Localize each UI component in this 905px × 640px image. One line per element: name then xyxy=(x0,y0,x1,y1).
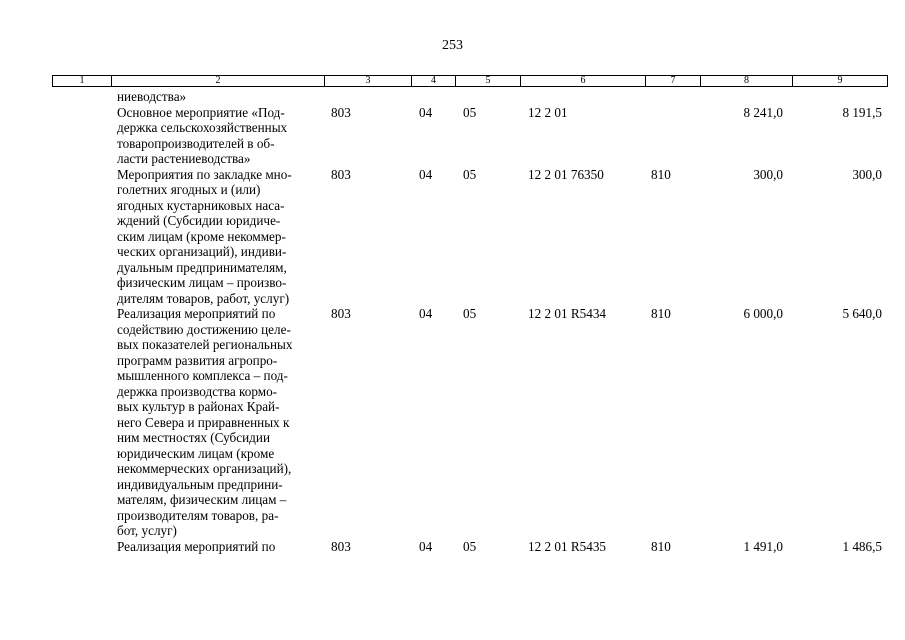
description-line: бот, услуг) xyxy=(117,523,177,538)
row-col-5-subsection: 05 xyxy=(463,538,477,554)
description-line: ждений (Субсидии юридиче- xyxy=(117,213,281,228)
description-line: ским лицам (кроме некоммер- xyxy=(117,228,286,244)
row-col-7-expense-type: 810 xyxy=(651,166,671,182)
table-row xyxy=(0,105,905,167)
description-line: производителям товаров, ра- xyxy=(117,507,279,523)
description-line: него Севера и приравненных к xyxy=(117,414,290,430)
table-row xyxy=(0,539,905,555)
description-line: Мероприятия по закладке мно- xyxy=(117,166,292,182)
description-line: программ развития агропро- xyxy=(117,352,278,368)
description-line: держка сельскохозяйственных xyxy=(117,120,288,135)
row-col-9-amount: 8 191,5 xyxy=(842,104,882,120)
header-col-5: 5 xyxy=(456,76,521,86)
header-col-4: 4 xyxy=(412,76,456,86)
description-line: ческих организаций), индиви- xyxy=(117,244,287,259)
row-description xyxy=(117,306,327,539)
description-line: мышленного комплекса – под- xyxy=(117,368,288,383)
description-line: некоммерческих организаций), xyxy=(117,461,292,476)
row-col-9-amount: 1 486,5 xyxy=(842,538,882,554)
row-col-7-expense-type: 810 xyxy=(651,538,671,554)
description-line: вых культур в районах Край- xyxy=(117,399,280,414)
row-col-8-amount: 300,0 xyxy=(753,166,783,182)
row-col-6-target-item: 12 2 01 R5435 xyxy=(528,538,607,554)
row-description xyxy=(117,105,327,167)
row-col-5-subsection: 05 xyxy=(463,104,477,120)
header-col-3: 3 xyxy=(325,76,412,86)
row-description xyxy=(117,539,327,555)
row-col-4-section: 04 xyxy=(419,538,433,554)
description-line: вых показателей региональных xyxy=(117,337,293,352)
description-line: товаропроизводителей в об- xyxy=(117,135,275,151)
header-col-9: 9 xyxy=(837,75,843,86)
table-header xyxy=(52,75,888,87)
header-col-6: 6 xyxy=(521,76,646,86)
row-col-4-section: 04 xyxy=(419,306,433,321)
row-description xyxy=(117,89,327,105)
description-line: физическим лицам – произво- xyxy=(117,275,287,290)
row-col-9-amount: 5 640,0 xyxy=(842,306,882,321)
description-line: ласти растениеводства» xyxy=(117,151,251,166)
table-body xyxy=(0,89,905,554)
page-number: 253 xyxy=(442,38,463,53)
description-line: дуальным предпринимателям, xyxy=(117,259,287,275)
description-line: держка производства кормо- xyxy=(117,383,278,399)
description-line: Реализация мероприятий по xyxy=(117,306,276,321)
row-col-7-expense-type: 810 xyxy=(651,306,671,321)
row-col-6-target-item: 12 2 01 76350 xyxy=(528,166,604,182)
row-col-6-target-item: 12 2 01 R5434 xyxy=(528,306,607,321)
row-col-9-amount: 300,0 xyxy=(852,166,882,182)
row-col-5-subsection: 05 xyxy=(463,306,477,321)
header-col-8: 8 xyxy=(701,76,793,86)
description-line: Реализация мероприятий по xyxy=(117,538,276,554)
description-line: дителям товаров, работ, услуг) xyxy=(117,290,290,306)
description-line: голетних ягодных и (или) xyxy=(117,182,261,197)
header-col-7: 7 xyxy=(646,76,701,86)
row-col-4-section: 04 xyxy=(419,104,433,120)
description-line: Основное мероприятие «Под- xyxy=(117,104,285,120)
header-col-1: 1 xyxy=(53,76,112,86)
row-col-4-section: 04 xyxy=(419,166,433,182)
table-row xyxy=(0,167,905,307)
table-row xyxy=(0,89,905,105)
description-line: ягодных кустарниковых наса- xyxy=(117,197,285,213)
row-col-3-code: 803 xyxy=(331,306,351,321)
row-col-3-code: 803 xyxy=(331,538,351,554)
row-col-8-amount: 8 241,0 xyxy=(743,104,783,120)
description-line: содействию достижению целе- xyxy=(117,321,291,337)
description-line: ним местностях (Субсидии xyxy=(117,430,271,445)
row-col-8-amount: 6 000,0 xyxy=(743,306,783,321)
description-line: юридическим лицам (кроме xyxy=(117,445,275,461)
table-row xyxy=(0,306,905,539)
row-description xyxy=(117,167,327,307)
description-line: индивидуальным предприни- xyxy=(117,476,283,492)
description-line: ниеводства» xyxy=(117,89,187,104)
row-col-3-code: 803 xyxy=(331,104,351,120)
description-line: мателям, физическим лицам – xyxy=(117,492,287,507)
row-col-8-amount: 1 491,0 xyxy=(743,538,783,554)
row-col-3-code: 803 xyxy=(331,166,351,182)
row-col-5-subsection: 05 xyxy=(463,166,477,182)
row-col-6-target-item: 12 2 01 xyxy=(528,104,568,120)
header-col-2: 2 xyxy=(112,76,325,86)
